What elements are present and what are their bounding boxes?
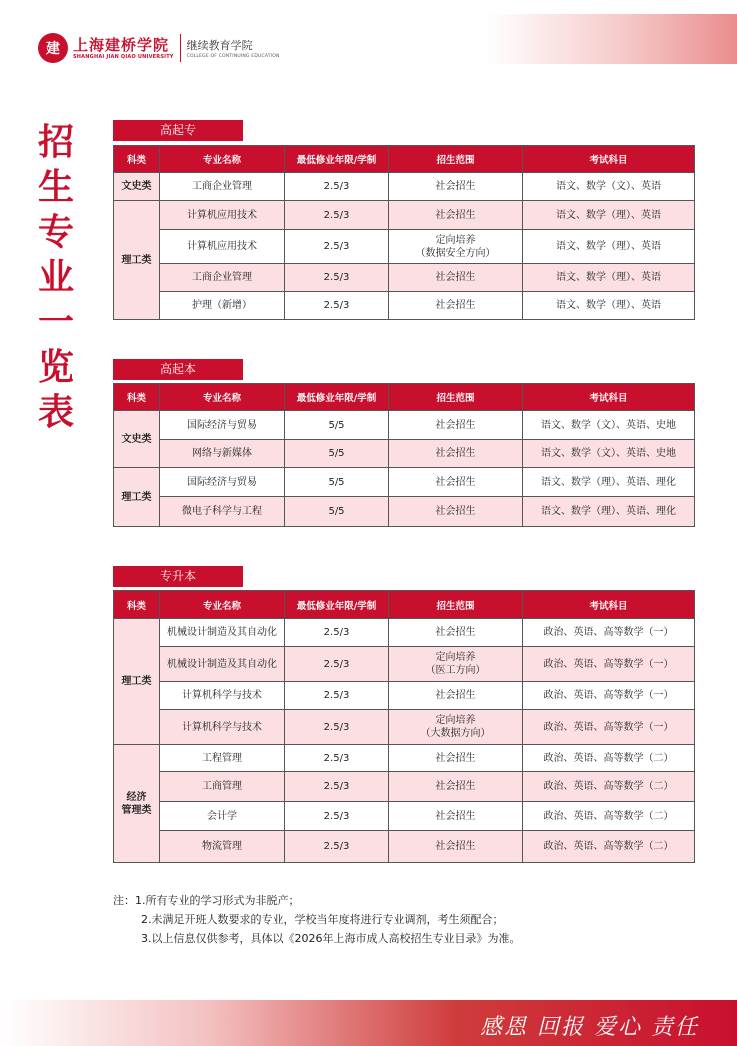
- study-years-cell: 2.5/3: [285, 745, 389, 772]
- exam-subjects-cell: 政治、英语、高等数学（一）: [523, 710, 695, 745]
- enrollment-scope-cell: 社会招生: [389, 682, 523, 710]
- side-title-char: 览: [37, 346, 74, 388]
- study-years-cell: 2.5/3: [285, 264, 389, 292]
- exam-subjects-cell: 政治、英语、高等数学（二）: [523, 745, 695, 772]
- enrollment-scope-cell: 社会招生: [389, 802, 523, 831]
- side-title-char: 招: [37, 121, 74, 163]
- exam-subjects-cell: 政治、英语、高等数学（二）: [523, 772, 695, 802]
- exam-subjects-cell: 政治、英语、高等数学（二）: [523, 802, 695, 831]
- category-cell: 理工类: [114, 468, 160, 527]
- category-cell: 文史类: [114, 173, 160, 201]
- major-name-cell: 微电子科学与工程: [160, 497, 285, 527]
- major-name-cell: 工程管理: [160, 745, 285, 772]
- study-years-cell: 2.5/3: [285, 647, 389, 682]
- exam-subjects-cell: 语文、数学（理）、英语: [523, 201, 695, 230]
- section-label: 专升本: [113, 566, 243, 587]
- column-header: 招生范围: [389, 146, 523, 173]
- enrollment-scope-cell: 社会招生: [389, 440, 523, 468]
- exam-subjects-cell: 语文、数学（理）、英语: [523, 230, 695, 264]
- footer-band: [0, 1000, 737, 1046]
- section-label: 高起本: [113, 359, 243, 380]
- side-title-char: 表: [37, 391, 74, 433]
- column-header: 最低修业年限/学制: [285, 591, 389, 619]
- study-years-cell: 2.5/3: [285, 201, 389, 230]
- college-name-en: COLLEGE OF CONTINUING EDUCATION: [186, 53, 280, 59]
- study-years-cell: 2.5/3: [285, 292, 389, 320]
- college-name-cn: 继续教育学院: [186, 38, 253, 52]
- exam-subjects-cell: 政治、英语、高等数学（一）: [523, 647, 695, 682]
- study-years-cell: 2.5/3: [285, 710, 389, 745]
- study-years-cell: 2.5/3: [285, 772, 389, 802]
- major-name-cell: 工商企业管理: [160, 173, 285, 201]
- table-row: [114, 831, 695, 863]
- major-name-cell: 国际经济与贸易: [160, 411, 285, 440]
- side-title-char: 生: [37, 166, 74, 208]
- university-name-cn: 上海建桥学院: [73, 35, 170, 54]
- enrollment-scope-cell: 社会招生: [389, 745, 523, 772]
- exam-subjects-cell: 语文、数学（文）、英语: [523, 173, 695, 201]
- table-row: [114, 647, 695, 682]
- column-header: 考试科目: [523, 384, 695, 411]
- column-header: 考试科目: [523, 146, 695, 173]
- study-years-cell: 5/5: [285, 440, 389, 468]
- enrollment-scope-cell: 定向培养 （医工方向）: [389, 647, 523, 682]
- table-row: [114, 264, 695, 292]
- column-header: 招生范围: [389, 384, 523, 411]
- study-years-cell: 5/5: [285, 411, 389, 440]
- category-cell: 理工类: [114, 201, 160, 320]
- university-logo: [38, 33, 280, 63]
- exam-subjects-cell: 语文、数学（理）、英语、理化: [523, 468, 695, 497]
- column-header: 专业名称: [160, 591, 285, 619]
- table-row: [114, 619, 695, 647]
- major-name-cell: 计算机应用技术: [160, 230, 285, 264]
- header-decor-band: [487, 14, 737, 64]
- column-header: 科类: [114, 384, 160, 411]
- column-header: 最低修业年限/学制: [285, 384, 389, 411]
- enrollment-scope-cell: 定向培养 （大数据方向）: [389, 710, 523, 745]
- column-header: 招生范围: [389, 591, 523, 619]
- enrollment-scope-cell: 定向培养 （数据安全方向）: [389, 230, 523, 264]
- table-row: [114, 440, 695, 468]
- exam-subjects-cell: 政治、英语、高等数学（一）: [523, 682, 695, 710]
- major-name-cell: 计算机应用技术: [160, 201, 285, 230]
- major-name-cell: 计算机科学与技术: [160, 682, 285, 710]
- note-line: 注：1.所有专业的学习形式为非脱产；: [113, 894, 300, 907]
- column-header: 科类: [114, 146, 160, 173]
- enrollment-scope-cell: 社会招生: [389, 831, 523, 863]
- table-row: [114, 745, 695, 772]
- table-row: [114, 292, 695, 320]
- major-name-cell: 工商企业管理: [160, 264, 285, 292]
- study-years-cell: 5/5: [285, 468, 389, 497]
- column-header: 专业名称: [160, 384, 285, 411]
- footer-slogan: 感恩 回报 爱心 责任: [480, 1015, 699, 1040]
- column-header: 科类: [114, 591, 160, 619]
- enrollment-scope-cell: 社会招生: [389, 264, 523, 292]
- study-years-cell: 2.5/3: [285, 230, 389, 264]
- exam-subjects-cell: 语文、数学（文）、英语、史地: [523, 411, 695, 440]
- university-seal: 建: [38, 33, 68, 63]
- major-name-cell: 机械设计制造及其自动化: [160, 619, 285, 647]
- enrollment-scope-cell: 社会招生: [389, 292, 523, 320]
- enrollment-scope-cell: 社会招生: [389, 201, 523, 230]
- category-cell: 经济 管理类: [114, 745, 160, 863]
- exam-subjects-cell: 政治、英语、高等数学（二）: [523, 831, 695, 863]
- note-line: 2.未满足开班人数要求的专业，学校当年度将进行专业调剂，考生须配合；: [141, 913, 504, 926]
- column-header: 最低修业年限/学制: [285, 146, 389, 173]
- side-title-char: 业: [37, 256, 74, 298]
- side-title: [36, 120, 76, 435]
- table-row: [114, 682, 695, 710]
- table-row: [114, 497, 695, 527]
- logo-text: [73, 37, 174, 60]
- category-cell: 文史类: [114, 411, 160, 468]
- table-row: [114, 201, 695, 230]
- note-line: 3.以上信息仅供参考，具体以《2026年上海市成人高校招生专业目录》为准。: [141, 932, 521, 945]
- study-years-cell: 2.5/3: [285, 682, 389, 710]
- program-table: [113, 590, 695, 863]
- enrollment-scope-cell: 社会招生: [389, 619, 523, 647]
- study-years-cell: 2.5/3: [285, 802, 389, 831]
- side-title-char: 一: [37, 301, 74, 343]
- exam-subjects-cell: 语文、数学（理）、英语: [523, 264, 695, 292]
- enrollment-scope-cell: 社会招生: [389, 497, 523, 527]
- college-name: [187, 38, 280, 59]
- table-row: [114, 772, 695, 802]
- major-name-cell: 机械设计制造及其自动化: [160, 647, 285, 682]
- enrollment-scope-cell: 社会招生: [389, 411, 523, 440]
- exam-subjects-cell: 语文、数学（理）、英语: [523, 292, 695, 320]
- table-row: [114, 230, 695, 264]
- side-title-char: 专: [37, 211, 74, 253]
- study-years-cell: 5/5: [285, 497, 389, 527]
- university-name-en: SHANGHAI JIAN QIAO UNIVERSITY: [73, 53, 174, 60]
- table-row: [114, 710, 695, 745]
- exam-subjects-cell: 语文、数学（理）、英语、理化: [523, 497, 695, 527]
- logo-divider: [180, 34, 181, 62]
- exam-subjects-cell: 语文、数学（文）、英语、史地: [523, 440, 695, 468]
- program-table: [113, 383, 695, 527]
- table-row: [114, 411, 695, 440]
- major-name-cell: 国际经济与贸易: [160, 468, 285, 497]
- table-row: [114, 173, 695, 201]
- enrollment-scope-cell: 社会招生: [389, 468, 523, 497]
- study-years-cell: 2.5/3: [285, 173, 389, 201]
- major-name-cell: 护理（新增）: [160, 292, 285, 320]
- exam-subjects-cell: 政治、英语、高等数学（一）: [523, 619, 695, 647]
- column-header: 考试科目: [523, 591, 695, 619]
- table-row: [114, 468, 695, 497]
- major-name-cell: 物流管理: [160, 831, 285, 863]
- enrollment-scope-cell: 社会招生: [389, 772, 523, 802]
- study-years-cell: 2.5/3: [285, 619, 389, 647]
- major-name-cell: 工商管理: [160, 772, 285, 802]
- section-label: 高起专: [113, 120, 243, 141]
- notes: [113, 891, 521, 948]
- enrollment-scope-cell: 社会招生: [389, 173, 523, 201]
- major-name-cell: 会计学: [160, 802, 285, 831]
- category-cell: 理工类: [114, 619, 160, 745]
- program-table: [113, 145, 695, 320]
- column-header: 专业名称: [160, 146, 285, 173]
- major-name-cell: 计算机科学与技术: [160, 710, 285, 745]
- table-row: [114, 802, 695, 831]
- major-name-cell: 网络与新媒体: [160, 440, 285, 468]
- study-years-cell: 2.5/3: [285, 831, 389, 863]
